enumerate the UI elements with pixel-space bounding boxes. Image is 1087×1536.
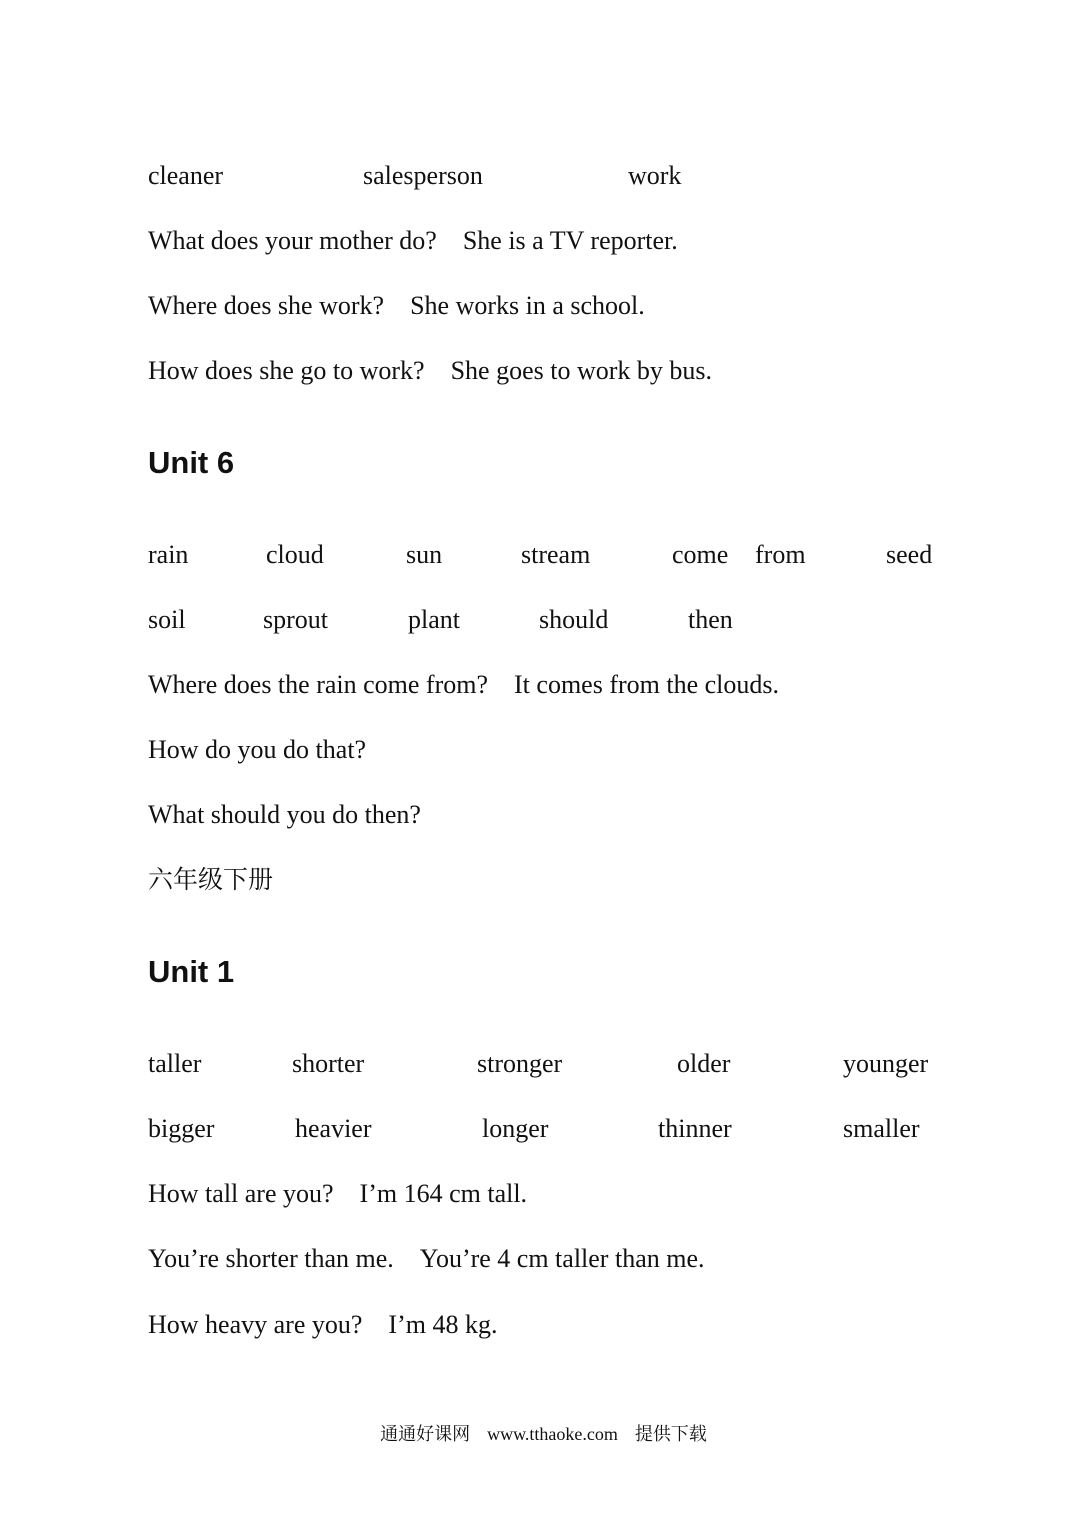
vocab-word: sun bbox=[406, 540, 443, 569]
question-text: Where does the rain come from? bbox=[148, 670, 489, 699]
sentence-line bbox=[148, 800, 421, 830]
vocab-word: thinner bbox=[658, 1114, 732, 1143]
sentence-text: How do you do that? bbox=[148, 735, 367, 764]
vocab-word: longer bbox=[482, 1114, 549, 1143]
unit6-heading: Unit 6 bbox=[148, 445, 235, 480]
vocab-word: soil bbox=[148, 605, 186, 634]
vocab-word: stronger bbox=[477, 1049, 563, 1078]
vocab-word: smaller bbox=[843, 1114, 920, 1143]
question-text: What does your mother do? bbox=[148, 226, 437, 255]
vocab-word: then bbox=[688, 605, 733, 634]
vocab-word: older bbox=[677, 1049, 731, 1078]
answer-text: She works in a school. bbox=[410, 291, 645, 320]
vocab-word: from bbox=[755, 540, 806, 569]
question-text: How does she go to work? bbox=[148, 356, 425, 385]
vocab-word: cloud bbox=[266, 540, 324, 569]
footer-suffix: 提供下载 bbox=[634, 1424, 707, 1445]
sentence-line bbox=[148, 670, 779, 700]
answer-text: She goes to work by bus. bbox=[450, 356, 713, 385]
vocab-word: taller bbox=[148, 1049, 202, 1078]
vocab-word: younger bbox=[843, 1049, 929, 1078]
vocab-word: seed bbox=[886, 540, 933, 569]
vocab-word: rain bbox=[148, 540, 189, 569]
vocab-word: heavier bbox=[295, 1114, 372, 1143]
sentence-line bbox=[148, 735, 366, 765]
sentence-line bbox=[148, 291, 645, 321]
sentence-text: You’re 4 cm taller than me. bbox=[419, 1244, 705, 1273]
vocab-word: bigger bbox=[148, 1114, 215, 1143]
sentence-line bbox=[148, 1310, 497, 1340]
sentence-line bbox=[148, 1179, 527, 1209]
sentence-text: What should you do then? bbox=[148, 800, 421, 829]
sentence-line bbox=[148, 1244, 705, 1274]
vocab-word: come bbox=[672, 540, 729, 569]
answer-text: I’m 48 kg. bbox=[388, 1310, 498, 1339]
footer-site-name: 通通好课网 bbox=[380, 1424, 471, 1445]
sentence-text: You’re shorter than me. bbox=[148, 1244, 394, 1273]
vocab-word: stream bbox=[521, 540, 591, 569]
question-text: How heavy are you? bbox=[148, 1310, 363, 1339]
vocab-word: work bbox=[628, 161, 682, 190]
vocab-word: salesperson bbox=[363, 161, 483, 190]
question-text: Where does she work? bbox=[148, 291, 385, 320]
question-text: How tall are you? bbox=[148, 1179, 334, 1208]
answer-text: She is a TV reporter. bbox=[462, 226, 678, 255]
footer-url: www.tthaoke.com bbox=[487, 1424, 618, 1444]
vocab-word: plant bbox=[408, 605, 460, 634]
vocab-word: shorter bbox=[292, 1049, 365, 1078]
book-section-label: 六年级下册 bbox=[148, 865, 274, 894]
sentence-line bbox=[148, 356, 712, 386]
sentence-line bbox=[148, 226, 678, 256]
answer-text: I’m 164 cm tall. bbox=[359, 1179, 528, 1208]
vocab-word: should bbox=[539, 605, 609, 634]
vocab-word: cleaner bbox=[148, 161, 224, 190]
unit1-heading: Unit 1 bbox=[148, 954, 235, 989]
vocab-word: sprout bbox=[263, 605, 328, 634]
page-footer bbox=[0, 1422, 1087, 1447]
answer-text: It comes from the clouds. bbox=[514, 670, 780, 699]
